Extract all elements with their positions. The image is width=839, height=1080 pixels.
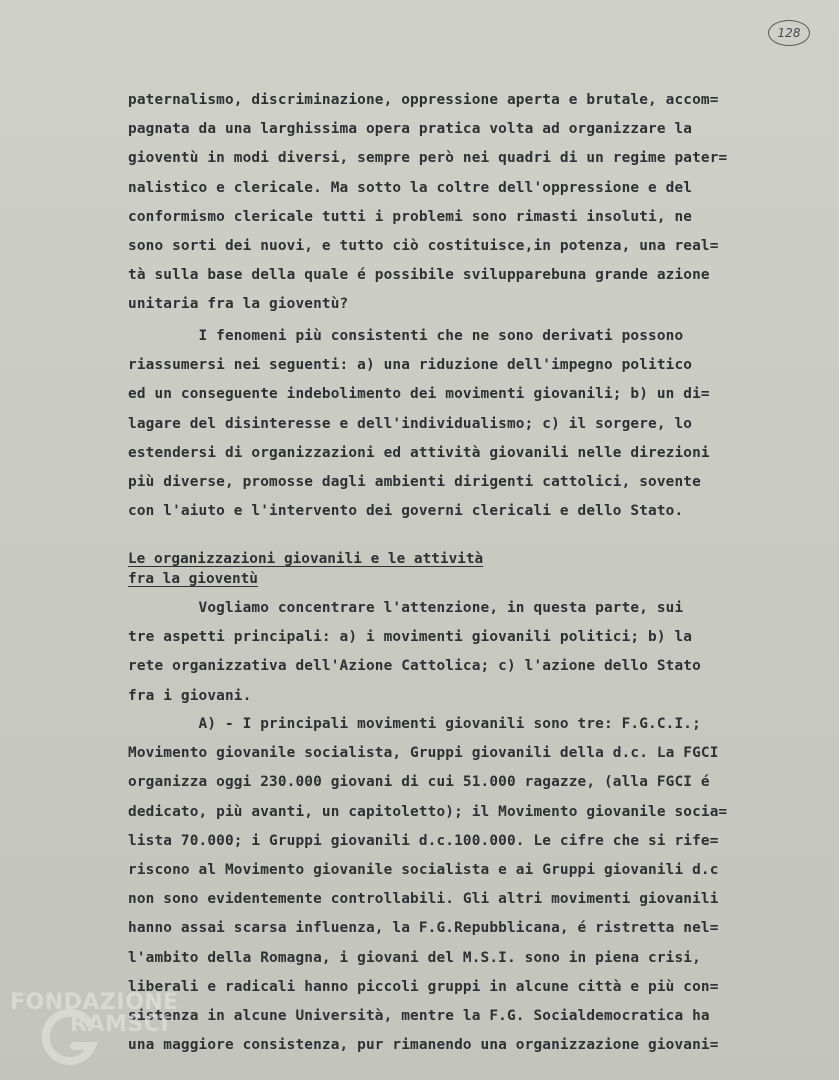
- text-line: con l'aiuto e l'intervento dei governi clericali e dello Stato.: [128, 503, 684, 520]
- text-line: tà sulla base della quale é possibile svilupparebuna grande azione: [128, 267, 710, 284]
- text-line: fra la gioventù: [128, 571, 258, 587]
- text-line: l'ambito della Romagna, i giovani del M.S.I. sono in piena crisi,: [128, 949, 701, 966]
- page-number: 128: [768, 20, 810, 46]
- fondazione-gramsci-watermark: [10, 990, 230, 1070]
- text-line: paternalismo, discriminazione, oppressione aperta e brutale, accom=: [128, 92, 719, 108]
- text-line: pagnata da una larghissima opera pratica volta ad organizzare la: [128, 121, 693, 138]
- text-line: più diverse, promosse dagli ambienti dirigenti cattolici, sovente: [128, 473, 701, 490]
- text-line: riassumersi nei seguenti: a) una riduzione dell'impegno politico: [128, 357, 693, 374]
- text-line: Le organizzazioni giovanili e le attività: [128, 551, 484, 567]
- text-line: tre aspetti principali: a) i movimenti giovanili politici; b) la: [128, 629, 693, 646]
- text-line: I fenomeni più consistenti che ne sono derivati possono: [128, 328, 684, 344]
- text-line: riscono al Movimento giovanile socialista e ai Gruppi giovanili d.c: [128, 861, 719, 878]
- text-line: nalistico e clericale. Ma sotto la coltre dell'oppressione e del: [128, 179, 693, 196]
- section-heading: [128, 549, 483, 589]
- paragraph-2: [128, 322, 788, 526]
- watermark-line-2: RAMSCI: [70, 1012, 170, 1037]
- watermark-line-1: FONDAZIONE: [10, 990, 179, 1015]
- text-line: liberali e radicali hanno piccoli gruppi in alcune città e più con=: [128, 978, 719, 995]
- text-line: rete organizzativa dell'Azione Cattolica; c) l'azione dello Stato: [128, 658, 701, 675]
- text-line: ed un conseguente indebolimento dei movimenti giovanili; b) un di=: [128, 386, 710, 403]
- text-line: sistenza in alcune Università, mentre la F.G. Socialdemocratica ha: [128, 1007, 710, 1024]
- text-line: estendersi di organizzazioni ed attività giovanili nelle direzioni: [128, 444, 710, 461]
- text-line: lista 70.000; i Gruppi giovanili d.c.100.000. Le cifre che si rife=: [128, 832, 719, 849]
- paragraph-3: [128, 594, 788, 711]
- text-line: organizza oggi 230.000 giovani di cui 51.000 ragazze, (alla FGCI é: [128, 774, 710, 791]
- text-line: gioventù in modi diversi, sempre però nei quadri di un regime pater=: [128, 150, 728, 167]
- text-line: lagare del disinteresse e dell'individualismo; c) il sorgere, lo: [128, 415, 693, 432]
- text-line: sono sorti dei nuovi, e tutto ciò costituisce,in potenza, una real=: [128, 237, 719, 254]
- text-line: dedicato, più avanti, un capitoletto); il Movimento giovanile socia=: [128, 803, 728, 820]
- text-line: fra i giovani.: [128, 687, 252, 704]
- text-line: A) - I principali movimenti giovanili sono tre: F.G.C.I.;: [128, 716, 701, 732]
- text-line: Vogliamo concentrare l'attenzione, in questa parte, sui: [128, 600, 684, 616]
- text-line: non sono evidentemente controllabili. Gli altri movimenti giovanili: [128, 891, 719, 908]
- text-line: conformismo clericale tutti i problemi sono rimasti insoluti, ne: [128, 208, 693, 225]
- text-line: unitaria fra la gioventù?: [128, 296, 349, 313]
- text-line: hanno assai scarsa influenza, la F.G.Repubblicana, é ristretta nel=: [128, 920, 719, 937]
- text-line: Movimento giovanile socialista, Gruppi giovanili della d.c. La FGCI: [128, 745, 719, 762]
- text-line: una maggiore consistenza, pur rimanendo una organizzazione giovani=: [128, 1037, 719, 1054]
- paragraph-1: [128, 86, 788, 320]
